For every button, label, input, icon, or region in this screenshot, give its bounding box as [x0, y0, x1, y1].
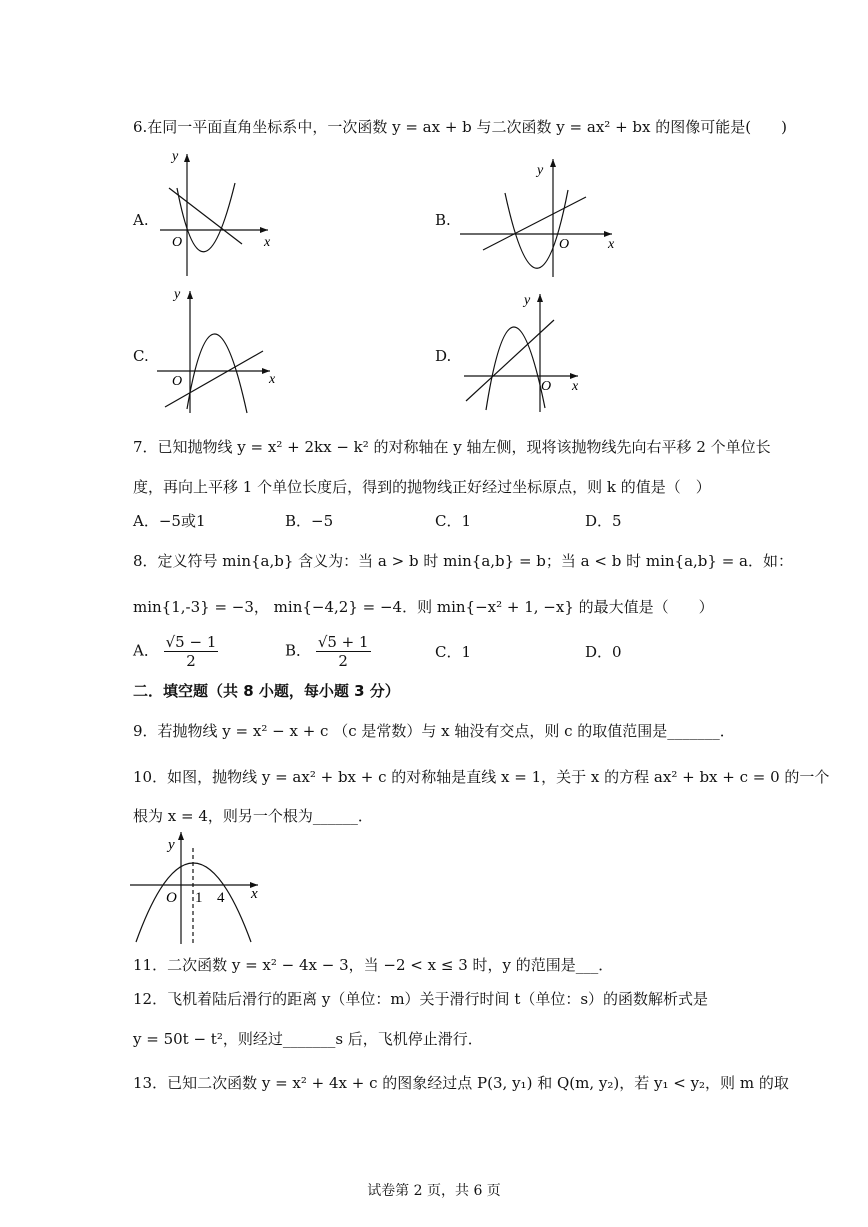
q6b-x-label: x: [608, 237, 615, 252]
q7-option-b: B．−5: [285, 512, 334, 530]
q6d-origin: O: [541, 379, 552, 394]
q8-line1: 8．定义符号 min{a,b} 含义为：当 a > b 时 min{a,b} = b；当 a < b 时 min{a,b} = a．如：: [133, 552, 793, 570]
q7-option-c: C．1: [435, 512, 472, 530]
q13-text: 13．已知二次函数 y = x² + 4x + c 的图象经过点 P(3, y₁) 和 Q(m, y₂)，若 y₁ < y₂，则 m 的取: [133, 1074, 789, 1092]
q8-option-d: D．0: [585, 643, 622, 661]
q7-option-d: D．5: [585, 512, 622, 530]
q6-option-d-label: D.: [435, 347, 452, 365]
q12-line1: 12．飞机着陆后滑行的距离 y（单位：m）关于滑行时间 t（单位：s）的函数解析式是: [133, 990, 709, 1008]
q6b-origin: O: [559, 237, 570, 252]
q8-option-b-label: B．: [285, 641, 312, 660]
q6-graph-b: [458, 155, 620, 280]
q6-option-a-label: A.: [133, 211, 149, 229]
q10-fig-tick-4: 4: [217, 890, 225, 906]
q6-graph-d: [460, 290, 590, 415]
q8-line2: min{1,-3} = −3， min{−4,2} = −4．则 min{−x² + 1, −x} 的最大值是（ ）: [133, 598, 714, 616]
q6c-x-label: x: [269, 372, 276, 387]
q11-text: 11．二次函数 y = x² − 4x − 3，当 −2 < x ≤ 3 时，y 的范围是___．: [133, 956, 614, 974]
q6d-x-label: x: [572, 379, 579, 394]
page-footer: 试卷第 2 页，共 6 页: [367, 1183, 501, 1199]
q6a-y-label: y: [172, 149, 179, 164]
q6d-y-label: y: [524, 293, 531, 308]
q6-graph-a: [152, 148, 280, 278]
q10-fig-origin: O: [166, 890, 177, 906]
q10-line2: 根为 x = 4，则另一个根为______．: [133, 807, 373, 825]
q8-option-b-fraction: [316, 633, 371, 670]
q10-fig-x-label: x: [251, 886, 258, 902]
q6-graph-c: [155, 285, 280, 415]
q6-option-b-label: B.: [435, 211, 451, 229]
q6-option-c-label: C.: [133, 347, 149, 365]
q10-figure: [130, 828, 265, 948]
q10-line1: 10．如图，抛物线 y = ax² + bx + c 的对称轴是直线 x = 1，关于 x 的方程 ax² + bx + c = 0 的一个: [133, 768, 830, 786]
q8-option-a-numerator: √5 − 1: [165, 633, 217, 651]
q10-fig-y-label: y: [168, 837, 175, 853]
q8-option-a-denominator: 2: [186, 652, 196, 670]
q7-line2: 度，再向上平移 1 个单位长度后，得到的抛物线正好经过坐标原点，则 k 的值是（ ）: [133, 478, 711, 496]
q7-option-a: A．−5或1: [133, 512, 206, 530]
q12-line2: y = 50t − t²，则经过_______s 后，飞机停止滑行．: [133, 1030, 483, 1048]
q8-option-a-label: A．: [133, 641, 159, 660]
q6c-y-label: y: [174, 287, 181, 302]
q8-option-b: [285, 633, 371, 670]
q8-option-c: C．1: [435, 643, 472, 661]
q6a-origin: O: [172, 235, 183, 250]
q7-line1: 7．已知抛物线 y = x² + 2kx − k² 的对称轴在 y 轴左侧，现将该抛物线先向右平移 2 个单位长: [133, 438, 771, 456]
q8-option-b-denominator: 2: [338, 652, 348, 670]
q9-text: 9．若抛物线 y = x² − x + c （c 是常数）与 x 轴没有交点，则 c 的取值范围是_______．: [133, 722, 735, 740]
q6c-origin: O: [172, 374, 183, 389]
section-heading: 二．填空题（共 8 小题，每小题 3 分）: [133, 682, 400, 700]
q8-option-b-numerator: √5 + 1: [317, 633, 369, 651]
q8-option-a-fraction: [164, 633, 219, 670]
q6b-y-label: y: [537, 163, 544, 178]
q6a-x-label: x: [264, 235, 271, 250]
q10-fig-tick-1: 1: [195, 890, 203, 906]
q8-option-a: [133, 633, 218, 670]
q6-stem: 6.在同一平面直角坐标系中，一次函数 y = ax + b 与二次函数 y = ax² + bx 的图像可能是( ): [133, 118, 787, 136]
